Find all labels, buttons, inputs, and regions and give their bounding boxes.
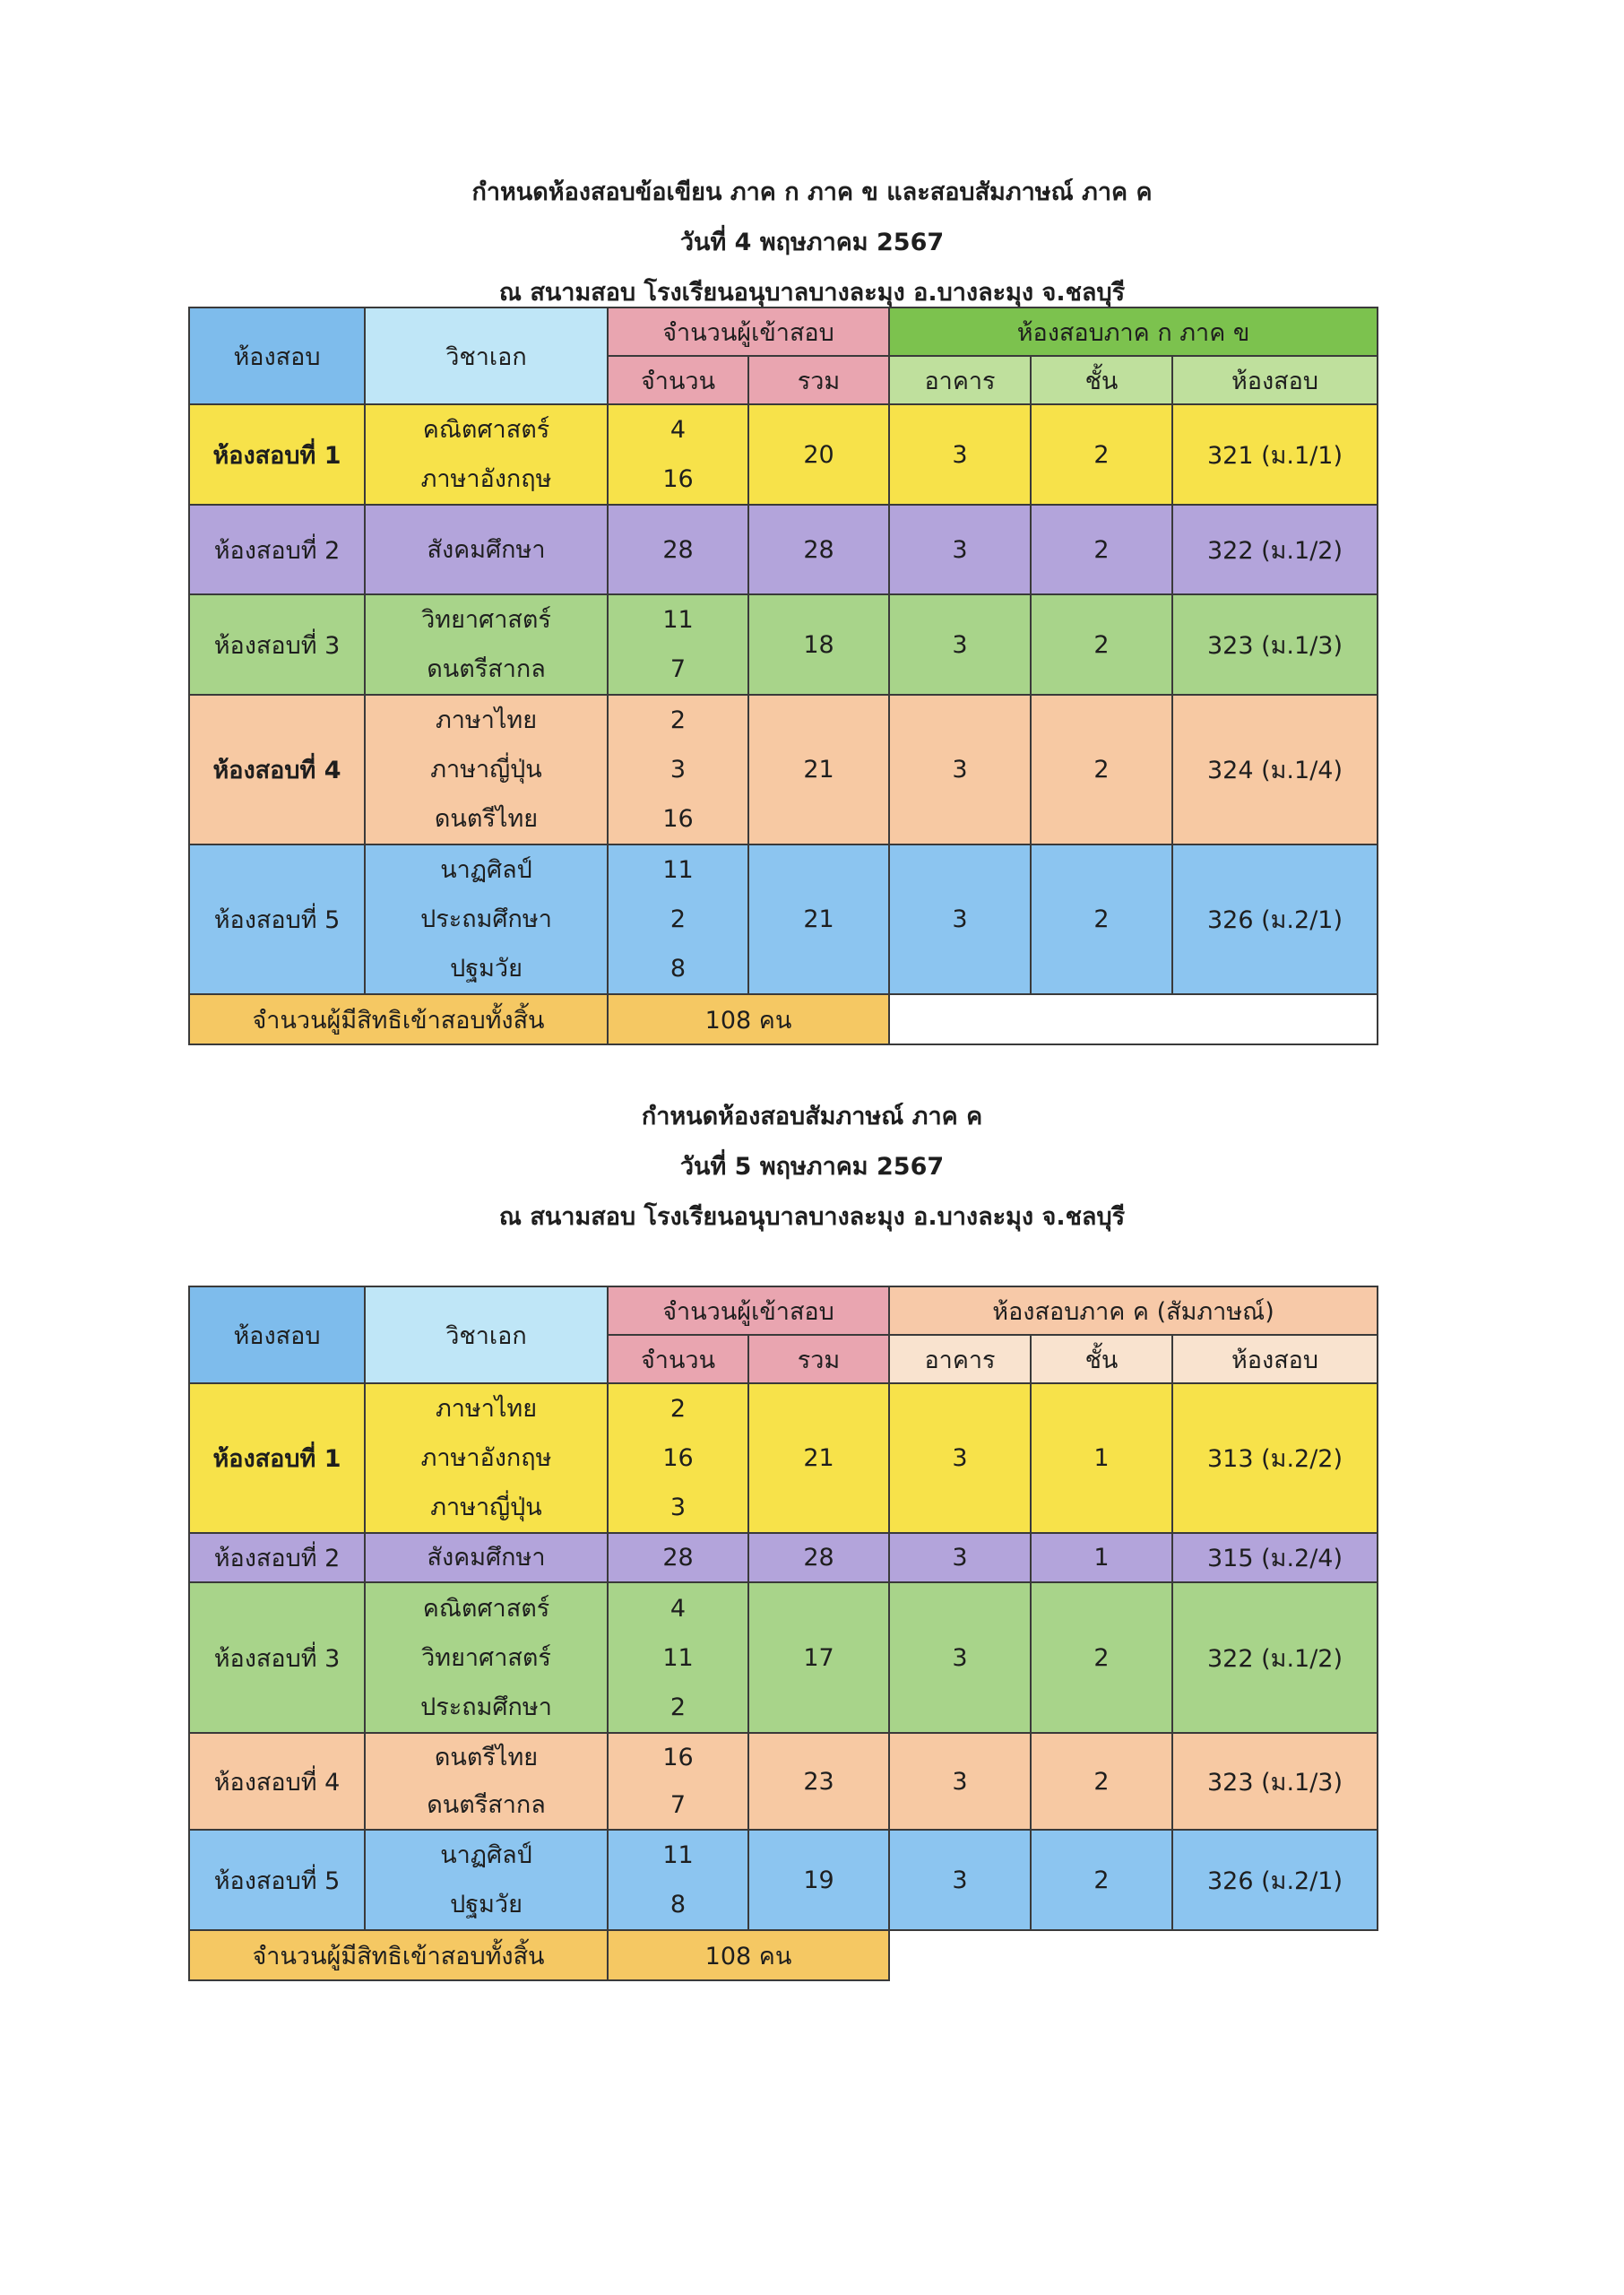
building: 3 — [889, 1383, 1031, 1533]
subject: ดนตรีไทย — [434, 1744, 539, 1771]
table-row — [189, 1582, 1378, 1733]
count-list — [608, 505, 748, 594]
room-label: ห้องสอบที่ 2 — [189, 505, 365, 594]
header-building: อาคาร — [889, 1335, 1031, 1383]
table-row — [189, 844, 1378, 994]
exam-room: 315 (ม.2/4) — [1172, 1533, 1378, 1582]
count-list — [608, 844, 748, 994]
subject: ดนตรีสากล — [427, 1791, 546, 1819]
table-footer — [189, 994, 1378, 1044]
total: 18 — [748, 594, 889, 695]
table-row — [189, 695, 1378, 844]
count: 11 — [662, 1841, 694, 1869]
room-label: ห้องสอบที่ 1 — [189, 1383, 365, 1533]
total: 23 — [748, 1733, 889, 1830]
count: 16 — [662, 1444, 694, 1472]
subject-list — [365, 505, 608, 594]
section2-venue: ณ สนามสอบ โรงเรียนอนุบาลบางละมุง อ.บางละมุง จ.ชลบุรี — [498, 1203, 1126, 1231]
floor: 2 — [1031, 695, 1172, 844]
subject: ภาษาอังกฤษ — [420, 465, 552, 493]
count-list — [608, 1733, 748, 1830]
header-major: วิชาเอก — [365, 307, 608, 404]
table-row — [189, 1533, 1378, 1582]
header-total: รวม — [748, 1335, 889, 1383]
exam-table-written — [188, 307, 1378, 1045]
exam-room: 323 (ม.1/3) — [1172, 1733, 1378, 1830]
subject: คณิตศาสตร์ — [422, 416, 550, 444]
subject: วิทยาศาสตร์ — [421, 1643, 551, 1672]
count: 2 — [669, 706, 687, 734]
subject-list — [365, 1582, 608, 1733]
count: 16 — [662, 465, 694, 493]
count-list — [608, 404, 748, 505]
header-room: ห้องสอบ — [189, 307, 365, 404]
subject: นาฏศิลป์ — [440, 1841, 532, 1869]
subject: วิทยาศาสตร์ — [421, 606, 551, 634]
table-row — [189, 404, 1378, 505]
building: 3 — [889, 404, 1031, 505]
footer-label: จำนวนผู้มีสิทธิเข้าสอบทั้งสิ้น — [189, 994, 608, 1044]
header-total: รวม — [748, 356, 889, 404]
table-row — [189, 1383, 1378, 1533]
exam-room: 326 (ม.2/1) — [1172, 844, 1378, 994]
count: 28 — [662, 535, 694, 564]
room-label: ห้องสอบที่ 3 — [189, 594, 365, 695]
count: 4 — [669, 416, 687, 444]
building: 3 — [889, 1582, 1031, 1733]
total: 21 — [748, 844, 889, 994]
total: 19 — [748, 1830, 889, 1930]
subject: ดนตรีไทย — [434, 805, 539, 833]
section1-venue: ณ สนามสอบ โรงเรียนอนุบาลบางละมุง อ.บางละมุง จ.ชลบุรี — [498, 279, 1126, 307]
total: 20 — [748, 404, 889, 505]
subject: คณิตศาสตร์ — [422, 1594, 550, 1623]
room-label: ห้องสอบที่ 5 — [189, 844, 365, 994]
footer-value: 108 คน — [608, 994, 889, 1044]
count-list — [608, 1533, 748, 1582]
room-label: ห้องสอบที่ 5 — [189, 1830, 365, 1930]
count: 2 — [669, 1395, 687, 1423]
building: 3 — [889, 844, 1031, 994]
subject-list — [365, 695, 608, 844]
count: 7 — [669, 655, 687, 683]
floor: 2 — [1031, 505, 1172, 594]
floor: 2 — [1031, 404, 1172, 505]
total: 17 — [748, 1582, 889, 1733]
count: 3 — [669, 1494, 687, 1521]
exam-room: 322 (ม.1/2) — [1172, 1582, 1378, 1733]
total: 21 — [748, 695, 889, 844]
exam-room: 323 (ม.1/3) — [1172, 594, 1378, 695]
table-row — [189, 505, 1378, 594]
count: 16 — [662, 1744, 694, 1771]
count: 3 — [669, 756, 687, 784]
section2-title: กำหนดห้องสอบสัมภาษณ์ ภาค ค — [641, 1103, 983, 1130]
building: 3 — [889, 1533, 1031, 1582]
footer-value: 108 คน — [608, 1930, 889, 1980]
room-label: ห้องสอบที่ 1 — [189, 404, 365, 505]
subject: สังคมศึกษา — [427, 535, 546, 564]
footer-label: จำนวนผู้มีสิทธิเข้าสอบทั้งสิ้น — [189, 1930, 608, 1980]
subject: ภาษาญี่ปุ่น — [430, 1494, 542, 1521]
room-label: ห้องสอบที่ 2 — [189, 1533, 365, 1582]
section1-date: วันที่ 4 พฤษภาคม 2567 — [679, 229, 945, 256]
subject-list — [365, 594, 608, 695]
header-exam-room: ห้องสอบ — [1172, 356, 1378, 404]
building: 3 — [889, 505, 1031, 594]
header-building: อาคาร — [889, 356, 1031, 404]
subject: ประถมศึกษา — [420, 905, 552, 933]
building: 3 — [889, 695, 1031, 844]
header-count-group: จำนวนผู้เข้าสอบ — [608, 1286, 889, 1335]
floor: 1 — [1031, 1533, 1172, 1582]
table-row — [189, 1733, 1378, 1830]
count: 8 — [669, 955, 687, 983]
room-label: ห้องสอบที่ 4 — [189, 695, 365, 844]
header-floor: ชั้น — [1031, 1335, 1172, 1383]
room-label: ห้องสอบที่ 4 — [189, 1733, 365, 1830]
section1-title: กำหนดห้องสอบข้อเขียน ภาค ก ภาค ข และสอบสัมภาษณ์ ภาค ค — [471, 178, 1153, 206]
header-location-group: ห้องสอบภาค ค (สัมภาษณ์) — [889, 1286, 1378, 1335]
exam-room: 322 (ม.1/2) — [1172, 505, 1378, 594]
header-location-group: ห้องสอบภาค ก ภาค ข — [889, 307, 1378, 356]
count: 28 — [662, 1544, 694, 1572]
exam-room: 326 (ม.2/1) — [1172, 1830, 1378, 1930]
exam-room: 313 (ม.2/2) — [1172, 1383, 1378, 1533]
floor: 1 — [1031, 1383, 1172, 1533]
subject-list — [365, 844, 608, 994]
table-footer — [189, 1930, 1378, 1980]
count: 11 — [662, 856, 694, 884]
subject: ประถมศึกษา — [420, 1693, 552, 1721]
header-room: ห้องสอบ — [189, 1286, 365, 1383]
header-count-group: จำนวนผู้เข้าสอบ — [608, 307, 889, 356]
table-row — [189, 1830, 1378, 1930]
building: 3 — [889, 1830, 1031, 1930]
subject-list — [365, 1830, 608, 1930]
exam-table-interview — [188, 1286, 1378, 1981]
count: 2 — [669, 905, 687, 933]
header-count: จำนวน — [608, 1335, 748, 1383]
subject-list — [365, 404, 608, 505]
total: 28 — [748, 1533, 889, 1582]
subject: ภาษาญี่ปุ่น — [430, 756, 542, 784]
section2-date: วันที่ 5 พฤษภาคม 2567 — [679, 1153, 945, 1181]
count: 11 — [662, 606, 694, 634]
footer-blank — [889, 1930, 1378, 1980]
header-major: วิชาเอก — [365, 1286, 608, 1383]
count-list — [608, 1830, 748, 1930]
subject: ปฐมวัย — [450, 955, 523, 983]
section2-header — [0, 1092, 1624, 1243]
table-row — [189, 594, 1378, 695]
count: 11 — [662, 1643, 694, 1672]
header-floor: ชั้น — [1031, 356, 1172, 404]
count: 2 — [669, 1693, 687, 1721]
subject: ปฐมวัย — [450, 1891, 523, 1918]
subject: ดนตรีสากล — [427, 655, 546, 683]
total: 28 — [748, 505, 889, 594]
footer-blank — [889, 994, 1378, 1044]
count: 8 — [669, 1891, 687, 1918]
subject: ภาษาอังกฤษ — [420, 1444, 552, 1472]
subject-list — [365, 1533, 608, 1582]
subject: สังคมศึกษา — [427, 1544, 546, 1572]
floor: 2 — [1031, 1582, 1172, 1733]
section1-header — [0, 168, 1624, 318]
floor: 2 — [1031, 1830, 1172, 1930]
room-label: ห้องสอบที่ 3 — [189, 1582, 365, 1733]
subject-list — [365, 1383, 608, 1533]
count: 16 — [662, 805, 694, 833]
total: 21 — [748, 1383, 889, 1533]
header-count: จำนวน — [608, 356, 748, 404]
count-list — [608, 1383, 748, 1533]
count: 4 — [669, 1594, 687, 1623]
subject-list — [365, 1733, 608, 1830]
exam-room: 324 (ม.1/4) — [1172, 695, 1378, 844]
count-list — [608, 594, 748, 695]
floor: 2 — [1031, 594, 1172, 695]
exam-room: 321 (ม.1/1) — [1172, 404, 1378, 505]
floor: 2 — [1031, 1733, 1172, 1830]
building: 3 — [889, 1733, 1031, 1830]
subject: นาฏศิลป์ — [440, 856, 532, 884]
header-exam-room: ห้องสอบ — [1172, 1335, 1378, 1383]
subject: ภาษาไทย — [435, 706, 538, 734]
floor: 2 — [1031, 844, 1172, 994]
count-list — [608, 695, 748, 844]
count-list — [608, 1582, 748, 1733]
building: 3 — [889, 594, 1031, 695]
subject: ภาษาไทย — [435, 1395, 538, 1423]
count: 7 — [669, 1791, 687, 1819]
